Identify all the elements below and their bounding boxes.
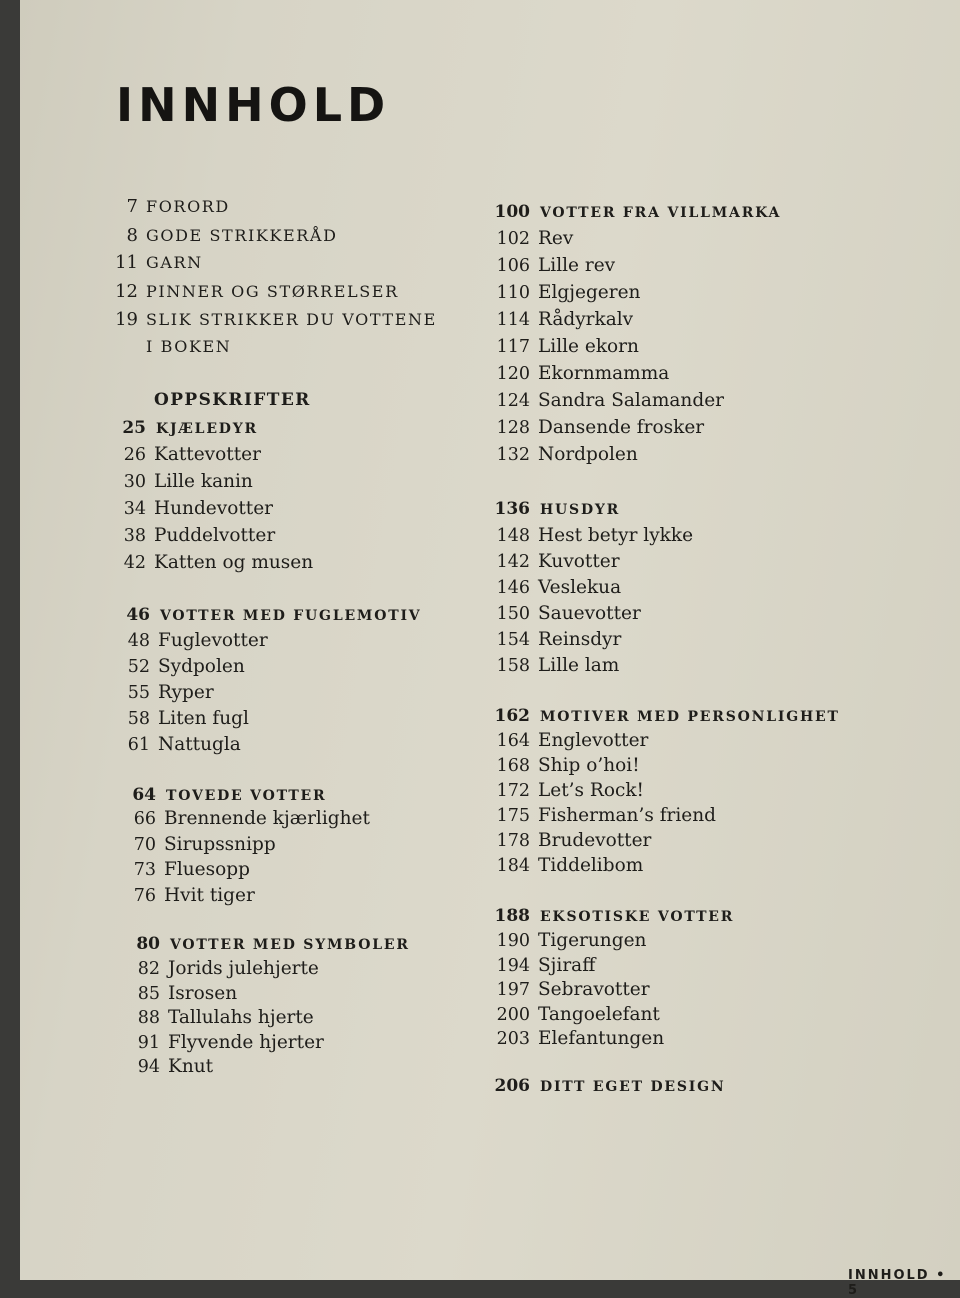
entry-title: Sirupssnipp xyxy=(164,833,276,855)
recipes-heading: OPPSKRIFTER xyxy=(154,390,311,410)
page-number: 38 xyxy=(123,526,146,546)
toc-item xyxy=(490,363,669,384)
toc-item xyxy=(108,498,273,519)
page-number: 150 xyxy=(496,604,530,624)
page-number: 184 xyxy=(496,856,530,876)
entry-title: Tiddelibom xyxy=(538,855,644,876)
page-number: 52 xyxy=(127,657,150,677)
entry-title: Englevotter xyxy=(538,730,649,751)
page-number: 70 xyxy=(133,834,156,855)
page-number: 76 xyxy=(133,885,156,906)
toc-item xyxy=(490,282,640,303)
entry-title: KJÆLEDYR xyxy=(156,421,258,437)
page-number: 88 xyxy=(137,1008,160,1028)
entry-title: Sebravotter xyxy=(538,979,650,1000)
entry-title: Fuglevotter xyxy=(158,630,268,651)
toc-item xyxy=(120,958,319,979)
entry-title: Let’s Rock! xyxy=(538,780,644,801)
section-heading xyxy=(112,605,421,625)
page-number: 85 xyxy=(137,983,160,1004)
entry-title: Jorids julehjerte xyxy=(168,958,319,979)
page-number: 136 xyxy=(494,499,530,519)
toc-item xyxy=(112,708,249,729)
page-number: 42 xyxy=(123,553,146,573)
intro-entry xyxy=(106,281,399,302)
entry-title: Dansende frosker xyxy=(538,417,705,438)
toc-item xyxy=(120,1007,314,1028)
page-number: 34 xyxy=(123,499,146,519)
page-number: 100 xyxy=(494,202,530,222)
page-number: 55 xyxy=(127,683,150,703)
entry-title: Sydpolen xyxy=(158,656,245,677)
page-number: 142 xyxy=(496,552,530,572)
entry-title: Nordpolen xyxy=(538,444,638,465)
entry-title: Lille ekorn xyxy=(538,336,639,357)
entry-title: Lille rev xyxy=(538,255,616,276)
toc-item xyxy=(490,417,704,438)
toc-item xyxy=(490,525,693,546)
page-number: 120 xyxy=(496,364,530,384)
entry-title: Fluesopp xyxy=(164,859,250,880)
entry-title: MOTIVER MED PERSONLIGHET xyxy=(540,709,840,725)
toc-item xyxy=(490,955,595,976)
page-number: 172 xyxy=(496,781,530,801)
page-number: 110 xyxy=(496,283,530,303)
section-heading xyxy=(490,706,840,726)
page-number: 73 xyxy=(133,860,156,880)
entry-title: Brennende kjærlighet xyxy=(164,808,370,829)
toc-item xyxy=(120,983,237,1004)
entry-title: Hest betyr lykke xyxy=(538,525,694,546)
toc-item xyxy=(490,655,619,676)
page-number: 12 xyxy=(115,281,138,302)
page-number: 80 xyxy=(136,934,160,954)
page-number: 148 xyxy=(496,526,530,546)
toc-item xyxy=(490,577,621,598)
page-number: 203 xyxy=(496,1029,530,1049)
entry-title: SLIK STRIKKER DU VOTTENE xyxy=(146,310,437,329)
entry-title: Tigerungen xyxy=(538,930,647,951)
entry-title: Ship o’hoi! xyxy=(538,755,640,776)
page-number: 178 xyxy=(496,831,530,851)
section-heading xyxy=(490,499,620,519)
toc-item xyxy=(490,629,621,650)
page-number: 154 xyxy=(496,630,530,650)
section-heading xyxy=(108,418,258,438)
toc-item xyxy=(120,1032,324,1053)
running-footer: INNHOLD • 5 xyxy=(848,1268,947,1298)
intro-entry xyxy=(106,252,203,273)
page-number: 25 xyxy=(122,418,146,438)
entry-title: Sandra Salamander xyxy=(538,390,724,411)
entry-title: Reinsdyr xyxy=(538,629,622,650)
page-number: 58 xyxy=(127,709,150,729)
page-number: 200 xyxy=(496,1004,530,1025)
entry-title: Fisherman’s friend xyxy=(538,805,717,826)
intro-entry xyxy=(106,337,231,356)
toc-item xyxy=(490,255,615,276)
toc-item xyxy=(490,309,633,330)
entry-title: Kattevotter xyxy=(154,444,261,465)
entry-title: Sauevotter xyxy=(538,603,641,624)
page-number: 194 xyxy=(496,955,530,976)
page-number: 26 xyxy=(123,445,146,465)
entry-title: Lille lam xyxy=(538,655,620,676)
entry-title: Ryper xyxy=(158,682,214,703)
intro-entry xyxy=(106,196,230,217)
page-number: 19 xyxy=(115,309,138,330)
page-title: INNHOLD xyxy=(116,78,391,132)
entry-title: Ekornmamma xyxy=(538,363,670,384)
page-number: 114 xyxy=(496,310,530,330)
entry-title: TOVEDE VOTTER xyxy=(166,788,327,804)
page-number: 64 xyxy=(132,785,156,805)
toc-item xyxy=(490,444,638,465)
toc-item xyxy=(112,734,241,755)
entry-title: EKSOTISKE VOTTER xyxy=(540,909,735,925)
entry-title: I BOKEN xyxy=(146,337,232,356)
entry-title: PINNER OG STØRRELSER xyxy=(146,282,399,301)
page-number: 175 xyxy=(496,806,530,826)
toc-item xyxy=(490,551,620,572)
entry-title: Flyvende hjerter xyxy=(168,1031,324,1053)
page-number: 146 xyxy=(496,578,530,598)
entry-title: VOTTER MED FUGLEMOTIV xyxy=(160,608,422,624)
page-number: 46 xyxy=(126,605,150,625)
page-number: 61 xyxy=(127,735,150,755)
section-heading xyxy=(120,934,410,954)
entry-title: HUSDYR xyxy=(540,502,621,518)
entry-title: Liten fugl xyxy=(158,708,249,729)
entry-title: Tangoelefant xyxy=(538,1003,660,1025)
toc-item xyxy=(108,444,261,465)
book-page xyxy=(20,0,960,1298)
entry-title: Elefantungen xyxy=(538,1028,665,1049)
entry-title: Hvit tiger xyxy=(164,884,255,906)
entry-title: Puddelvotter xyxy=(154,525,276,546)
page-number: 8 xyxy=(126,225,138,246)
page-number: 188 xyxy=(494,906,530,926)
toc-item xyxy=(490,805,716,826)
toc-item xyxy=(490,830,651,851)
section-heading xyxy=(490,202,781,222)
page-number: 190 xyxy=(496,931,530,951)
intro-entry xyxy=(106,225,338,246)
page-number: 91 xyxy=(137,1032,160,1053)
page-number: 164 xyxy=(496,731,530,751)
entry-title: Lille kanin xyxy=(154,471,253,492)
entry-title: Brudevotter xyxy=(538,830,652,851)
toc-item xyxy=(490,930,646,951)
page-number: 106 xyxy=(496,256,530,276)
toc-item xyxy=(490,979,650,1000)
entry-title: Rev xyxy=(538,228,574,249)
toc-item xyxy=(490,390,724,411)
page-number: 128 xyxy=(496,418,530,438)
entry-title: Isrosen xyxy=(168,982,238,1004)
toc-item xyxy=(490,1028,664,1049)
page-number: 197 xyxy=(496,980,530,1000)
page-number: 66 xyxy=(133,809,156,829)
section-heading xyxy=(116,785,326,805)
toc-item xyxy=(112,630,268,651)
page-number: 7 xyxy=(126,196,138,217)
page-number: 11 xyxy=(115,252,138,273)
entry-title: GARN xyxy=(146,253,203,272)
section-heading xyxy=(490,1076,726,1096)
entry-title: VOTTER MED SYMBOLER xyxy=(170,937,410,953)
toc-item xyxy=(490,603,641,624)
page-number: 124 xyxy=(496,391,530,411)
page-number: 132 xyxy=(496,445,530,465)
page-number: 102 xyxy=(496,229,530,249)
toc-item xyxy=(120,1056,213,1077)
page-number: 82 xyxy=(137,959,160,979)
toc-item xyxy=(490,336,639,357)
section-heading xyxy=(490,906,734,926)
toc-item xyxy=(108,471,253,492)
entry-title: Sjiraff xyxy=(538,954,596,976)
toc-item xyxy=(490,755,640,776)
toc-item xyxy=(108,525,275,546)
page-number: 30 xyxy=(123,472,146,492)
toc-item xyxy=(112,656,245,677)
page-number: 168 xyxy=(496,756,530,776)
entry-title: Nattugla xyxy=(158,734,241,755)
entry-title: FORORD xyxy=(146,197,230,216)
entry-title: GODE STRIKKERÅD xyxy=(146,226,338,245)
entry-title: VOTTER FRA VILLMARKA xyxy=(540,205,782,221)
toc-item xyxy=(490,228,573,249)
entry-title: Hundevotter xyxy=(154,498,274,519)
toc-item xyxy=(490,1004,660,1025)
toc-item xyxy=(490,855,643,876)
toc-item xyxy=(116,834,276,855)
entry-title: Katten og musen xyxy=(154,552,314,573)
toc-item xyxy=(490,780,644,801)
page-number: 48 xyxy=(127,631,150,651)
entry-title: Tallulahs hjerte xyxy=(168,1007,314,1028)
intro-entry xyxy=(106,309,437,330)
page-number: 162 xyxy=(494,706,530,726)
entry-title: Veslekua xyxy=(538,577,622,598)
page-number: 206 xyxy=(494,1076,530,1096)
toc-item xyxy=(116,885,255,906)
entry-title: Rådyrkalv xyxy=(538,309,634,330)
toc-item xyxy=(116,808,370,829)
toc-item xyxy=(490,730,648,751)
entry-title: Knut xyxy=(168,1056,214,1077)
page-number: 158 xyxy=(496,656,530,676)
toc-item xyxy=(108,552,313,573)
page-number: 94 xyxy=(137,1057,160,1077)
entry-title: Kuvotter xyxy=(538,551,620,572)
toc-item xyxy=(116,859,250,880)
entry-title: Elgjegeren xyxy=(538,282,641,303)
page-number: 117 xyxy=(496,337,530,357)
toc-item xyxy=(112,682,214,703)
entry-title: DITT EGET DESIGN xyxy=(540,1079,726,1095)
